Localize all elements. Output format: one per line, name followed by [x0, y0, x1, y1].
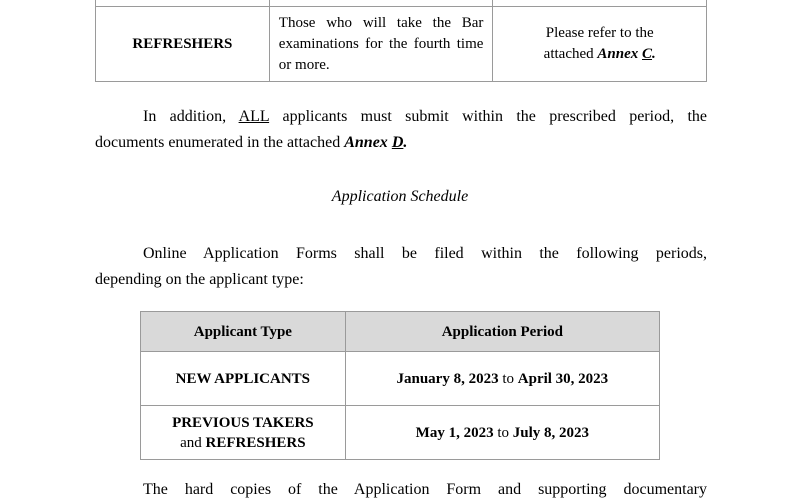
annex-c-reference: Annex C.	[597, 46, 656, 62]
paragraph-additional-documents	[95, 104, 707, 156]
paragraph-hard-copies	[95, 477, 707, 500]
paragraph-line: depending on the applicant type:	[95, 271, 304, 288]
all-emphasis: ALL	[238, 108, 270, 125]
table-header-row	[141, 312, 660, 352]
paragraph-application-forms	[95, 241, 707, 293]
application-schedule-table	[140, 311, 660, 460]
applicant-type-cell: PREVIOUS TAKERS and REFRESHERS	[141, 406, 346, 460]
applicant-description-cell: Those who will take the Bar examinations for the fourth time or more.	[269, 7, 493, 82]
applicant-type-cell: REFRESHERS	[96, 7, 270, 82]
applicant-requirements-table	[95, 0, 707, 82]
requirements-line1: Please refer to the	[545, 25, 654, 41]
applicant-type-cell: NEW APPLICANTS	[141, 352, 346, 406]
section-heading: Application Schedule	[331, 188, 469, 205]
header-application-period: Application Period	[345, 312, 659, 352]
annex-d-reference: Annex D.	[344, 134, 408, 151]
requirements-cell	[493, 7, 707, 82]
paragraph-line: The hard copies of the Application Form and supporting documentary	[143, 481, 707, 498]
paragraph-line: In addition, ALL applicants must submit within the prescribed period, the	[143, 108, 707, 125]
application-period-cell: January 8, 2023 to April 30, 2023	[345, 352, 659, 406]
table-row	[141, 406, 660, 460]
requirements-line2-prefix: attached	[543, 46, 598, 62]
paragraph-line: documents enumerated in the attached Annex D.	[95, 134, 408, 151]
table-row-refreshers	[96, 7, 707, 82]
application-period-cell: May 1, 2023 to July 8, 2023	[345, 406, 659, 460]
table-row	[141, 352, 660, 406]
paragraph-line: Online Application Forms shall be filed within the following periods,	[143, 245, 707, 262]
header-applicant-type: Applicant Type	[141, 312, 346, 352]
